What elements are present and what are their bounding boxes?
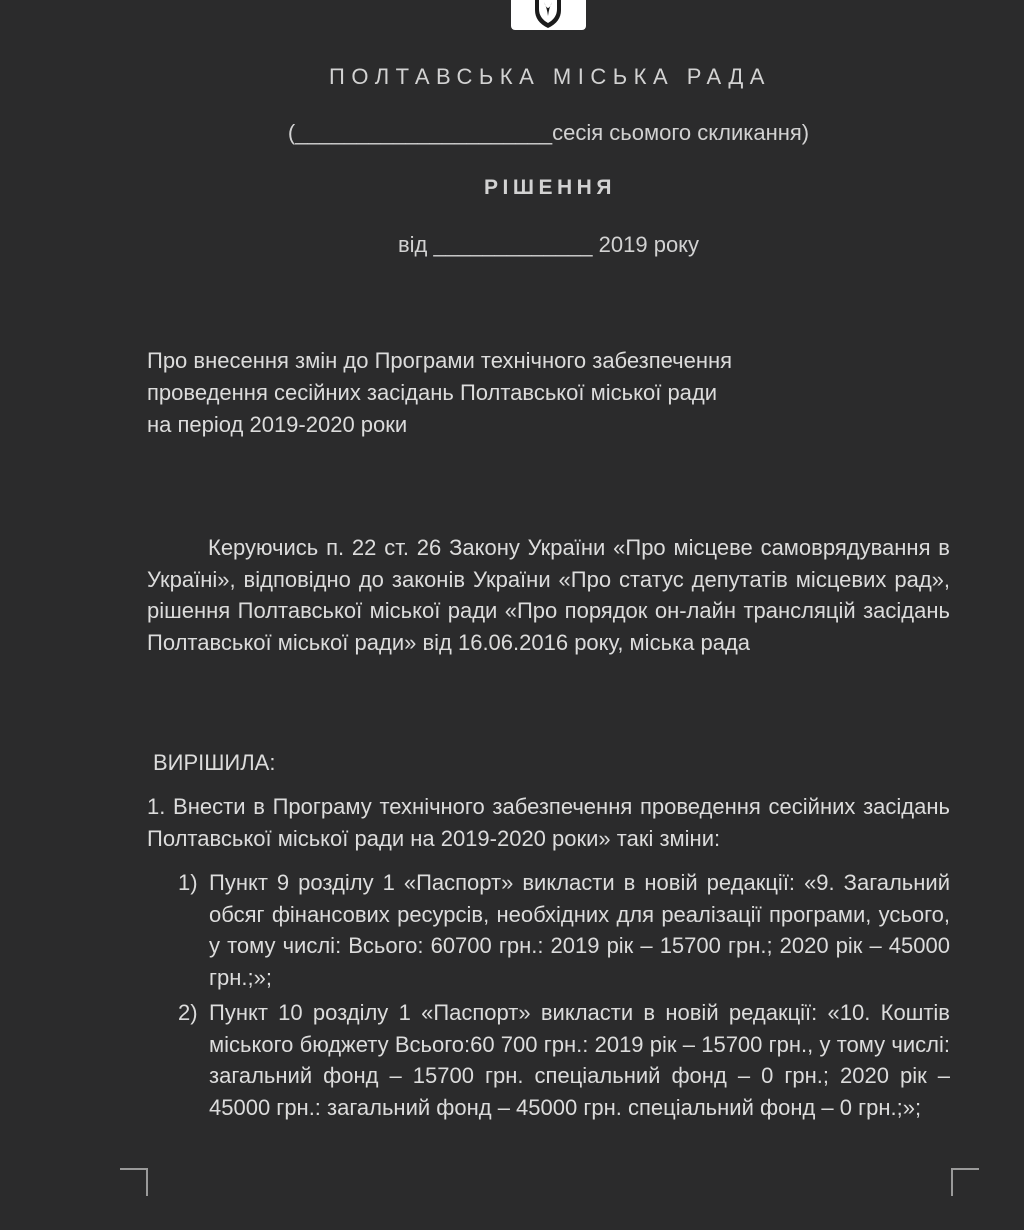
list-item — [178, 867, 950, 993]
city-coat-of-arms-icon — [511, 0, 586, 30]
subject-line: проведення сесійних засідань Полтавської міської ради — [147, 380, 718, 405]
list-item — [178, 997, 950, 1123]
resolved-heading: ВИРІШИЛА: — [153, 750, 276, 775]
page-corner-mark-icon — [120, 1168, 148, 1196]
decision-title: РІШЕННЯ — [484, 176, 616, 199]
council-name: ПОЛТАВСЬКА МІСЬКА РАДА — [329, 64, 771, 89]
list-item-number: 1) — [178, 870, 198, 895]
list-item-text: Пункт 9 розділу 1 «Паспорт» викласти в новій редакції: «9. Загальний обсяг фінансових ресурсів, необхідних для реалізації програми, усього, у тому числі: Всього: 60700 грн.: 2019 рік – 15700 грн.; 2020 рік – 45000 грн.;»; — [209, 870, 950, 990]
decision-subject — [147, 345, 847, 441]
subject-line: Про внесення змін до Програми технічного забезпечення — [147, 348, 733, 373]
decision-date: від _____________ 2019 року — [397, 232, 700, 257]
preamble-paragraph: Керуючись п. 22 ст. 26 Закону України «Про місцеве самоврядування в Україні», відповідно до законів України «Про статус депутатів місцевих рад», рішення Полтавської міської ради «Про порядок он-лайн трансляцій засідань Полтавської міської ради» від 16.06.2016 року, міська рада — [147, 535, 950, 655]
subject-line: на період 2019-2020 роки — [147, 412, 408, 437]
list-item-text: Пункт 10 розділу 1 «Паспорт» викласти в новій редакції: «10. Коштів міського бюджету Всього:60 700 грн.: 2019 рік – 15700 грн., у тому числі: загальний фонд – 15700 грн. спеціальний фонд – 0 грн.; 2020 рік – 45000 грн.: загальний фонд – 45000 грн. спеціальний фонд – 0 грн.;»; — [209, 1000, 950, 1120]
page-corner-mark-icon — [951, 1168, 979, 1196]
point-1-paragraph: 1. Внести в Програму технічного забезпечення проведення сесійних засідань Полтавської міської ради на 2019-2020 роки» такі зміни: — [147, 794, 950, 851]
session-line: (_____________________сесія сьомого скликання) — [287, 120, 810, 145]
list-item-number: 2) — [178, 1000, 198, 1025]
